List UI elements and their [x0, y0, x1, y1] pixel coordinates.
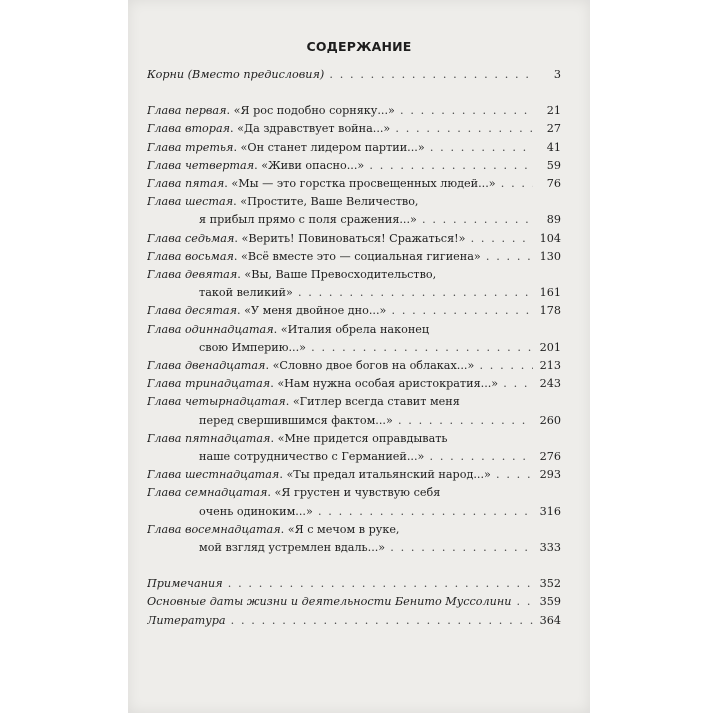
toc-page-number: 104	[539, 231, 561, 245]
toc-entry-appendix[interactable]	[147, 575, 561, 593]
toc-text	[147, 211, 533, 229]
toc-chapter-title-cont: очень одиноким...»	[199, 504, 313, 518]
toc-chapter-title: . «Он станет лидером партии...»	[233, 140, 425, 154]
toc-entry-chapter[interactable]	[147, 157, 561, 175]
toc-chapter-title: . «Живи опасно...»	[254, 158, 365, 172]
toc-label: Глава шестнадцатая	[147, 468, 280, 482]
appendix-list	[147, 575, 561, 630]
toc-text	[147, 139, 533, 157]
toc-text	[147, 484, 561, 502]
toc-text	[147, 412, 533, 430]
dot-leader	[498, 377, 533, 390]
toc-page-number: 213	[539, 359, 561, 373]
toc-text	[147, 266, 561, 284]
toc-chapter-title: . «Италия обрела наконец	[273, 322, 430, 336]
toc-entry-chapter[interactable]	[147, 102, 561, 120]
toc-line	[147, 393, 561, 411]
page-title: СОДЕРЖАНИЕ	[306, 39, 412, 54]
toc-line	[147, 230, 561, 248]
toc-text	[147, 357, 533, 375]
toc-entry-chapter[interactable]	[147, 321, 561, 357]
toc-label: Глава четырнадцатая	[147, 395, 286, 409]
toc-label: Глава четвертая	[147, 158, 255, 172]
dot-leader	[364, 159, 533, 172]
dot-leader	[511, 595, 533, 608]
book-page	[128, 0, 590, 713]
toc-line	[147, 539, 561, 557]
toc-text	[147, 120, 533, 138]
toc-text	[147, 503, 533, 521]
toc-line	[147, 102, 561, 120]
toc-entry-chapter[interactable]	[147, 393, 561, 429]
toc-entry-chapter[interactable]	[147, 466, 561, 484]
toc-label: Глава третья	[147, 140, 234, 154]
toc-entry-chapter[interactable]	[147, 266, 561, 302]
toc-line	[147, 357, 561, 375]
toc-text	[147, 593, 533, 611]
toc-entry-chapter[interactable]	[147, 375, 561, 393]
toc-text	[147, 375, 533, 393]
toc-label: Глава восемнадцатая	[147, 522, 281, 536]
toc-entry-chapter[interactable]	[147, 302, 561, 320]
toc-chapter-title: . «Словно двое богов на облаках...»	[265, 359, 475, 373]
toc-entry-chapter[interactable]	[147, 484, 561, 520]
toc-page-number: 76	[546, 177, 561, 191]
toc-label: Глава восьмая	[147, 249, 234, 263]
dot-leader	[386, 304, 533, 317]
dot-leader	[465, 232, 533, 245]
dot-leader	[226, 614, 533, 627]
toc-line	[147, 521, 561, 539]
dot-leader	[491, 468, 533, 481]
toc-page-number: 333	[539, 541, 561, 555]
toc-chapter-title: . «Я грустен и чувствую себя	[267, 486, 441, 500]
toc-page-number: 352	[539, 577, 561, 591]
toc-entry-chapter[interactable]	[147, 139, 561, 157]
toc-chapter-title-cont: перед свершившимся фактом...»	[199, 413, 393, 427]
toc-entry-appendix[interactable]	[147, 593, 561, 611]
toc-chapter-title: . «У меня двойное дно...»	[237, 304, 387, 318]
toc-line	[147, 412, 561, 430]
dot-leader	[496, 177, 533, 190]
toc-chapter-title-cont: свою Империю...»	[199, 340, 307, 354]
toc-text	[147, 321, 561, 339]
toc-line	[147, 302, 561, 320]
toc-line	[147, 484, 561, 502]
toc-label: Литература	[147, 613, 226, 627]
toc-text	[147, 193, 561, 211]
chapter-list	[147, 102, 561, 557]
toc-entry-chapter[interactable]	[147, 248, 561, 266]
toc-line	[147, 211, 561, 229]
toc-page-number: 260	[539, 413, 561, 427]
toc-text	[147, 448, 533, 466]
toc-line	[147, 175, 561, 193]
toc-chapter-title-cont: мой взгляд устремлен вдаль...»	[199, 541, 386, 555]
toc-label: Глава девятая	[147, 268, 238, 282]
toc-entry-chapter[interactable]	[147, 357, 561, 375]
toc-label: Примечания	[147, 577, 223, 591]
toc-text	[147, 575, 533, 593]
toc-line	[147, 466, 561, 484]
toc-entry-chapter[interactable]	[147, 120, 561, 138]
toc-page-number: 59	[546, 158, 561, 172]
toc-chapter-title: . «Да здравствует война...»	[230, 122, 391, 136]
toc-label: Глава двенадцатая	[147, 359, 266, 373]
toc-text	[147, 230, 533, 248]
toc-text	[147, 157, 533, 175]
toc-text	[147, 521, 561, 539]
toc-text	[147, 284, 533, 302]
toc-chapter-title: . «Гитлер всегда ставит меня	[285, 395, 460, 409]
toc-page-number: 276	[539, 450, 561, 464]
toc-line	[147, 339, 561, 357]
toc-page-number: 243	[539, 377, 561, 391]
toc-label: Глава семнадцатая	[147, 486, 268, 500]
dot-leader	[481, 250, 533, 263]
toc-page-number: 3	[553, 68, 561, 81]
toc-label: Глава первая	[147, 104, 227, 118]
toc-chapter-title: . «Ты предал итальянский народ...»	[279, 468, 491, 482]
toc-page-number: 41	[546, 140, 561, 154]
toc-label: Глава пятнадцатая	[147, 431, 271, 445]
dot-leader	[424, 450, 533, 463]
toc-page-number: 130	[539, 249, 561, 263]
toc-label: Глава пятая	[147, 177, 225, 191]
toc-entry-appendix[interactable]	[147, 612, 561, 630]
toc-label: Глава тринадцатая	[147, 377, 271, 391]
spacer	[147, 84, 561, 102]
dot-leader	[474, 359, 533, 372]
table-of-contents	[147, 66, 561, 630]
toc-chapter-title: . «Простите, Ваше Величество,	[233, 195, 419, 209]
dot-leader	[306, 341, 533, 354]
toc-text	[147, 430, 561, 448]
toc-page-number: 359	[539, 595, 561, 609]
toc-label: Глава седьмая	[147, 231, 235, 245]
toc-chapter-title: . «Вы, Ваше Превосходительство,	[237, 268, 437, 282]
toc-label: Глава вторая	[147, 122, 231, 136]
toc-chapter-title: . «Мне придется оправдывать	[270, 431, 448, 445]
toc-page-number: 89	[546, 213, 561, 227]
toc-chapter-title-cont: такой великий»	[199, 286, 293, 300]
toc-line	[147, 248, 561, 266]
toc-page-number: 201	[539, 340, 561, 354]
toc-label: Основные даты жизни и деятельности Бенито Муссолини	[147, 595, 512, 609]
toc-text	[147, 339, 533, 357]
toc-page-number: 27	[546, 122, 561, 136]
toc-label: Глава шестая	[147, 195, 234, 209]
dot-leader	[293, 286, 533, 299]
dot-leader	[223, 577, 533, 590]
toc-page-number: 21	[546, 104, 561, 118]
toc-text	[147, 302, 533, 320]
dot-leader	[393, 414, 533, 427]
dot-leader	[385, 541, 533, 554]
toc-line	[147, 266, 561, 284]
toc-line	[147, 284, 561, 302]
toc-text	[147, 539, 533, 557]
toc-entry-chapter[interactable]	[147, 521, 561, 557]
toc-chapter-title: . «Верить! Повиноваться! Сражаться!»	[234, 231, 466, 245]
toc-text	[147, 175, 533, 193]
toc-line	[147, 430, 561, 448]
toc-line	[147, 157, 561, 175]
toc-page-number: 293	[539, 468, 561, 482]
dot-leader	[425, 141, 533, 154]
toc-chapter-title: . «Нам нужна особая аристократия...»	[270, 377, 499, 391]
dot-leader	[313, 505, 533, 518]
toc-label: Глава десятая	[147, 304, 238, 318]
toc-text	[147, 102, 533, 120]
toc-label: Глава одиннадцатая	[147, 322, 274, 336]
toc-chapter-title-cont: наше сотрудничество с Германией...»	[199, 450, 425, 464]
toc-entry-chapter[interactable]	[147, 430, 561, 466]
toc-chapter-title: . «Мы — это горстка просвещенных людей...»	[224, 177, 496, 191]
toc-entry-intro[interactable]	[147, 66, 561, 84]
toc-line	[147, 193, 561, 211]
toc-text	[147, 248, 533, 266]
toc-chapter-title: . «Я с мечом в руке,	[280, 522, 400, 536]
toc-chapter-title: . «Я рос подобно сорняку...»	[226, 104, 395, 118]
toc-page-number: 178	[539, 304, 561, 318]
toc-line	[147, 448, 561, 466]
toc-entry-chapter[interactable]	[147, 193, 561, 229]
toc-line	[147, 375, 561, 393]
toc-chapter-title-cont: я прибыл прямо с поля сражения...»	[199, 213, 417, 227]
toc-line	[147, 120, 561, 138]
dot-leader	[417, 213, 533, 226]
toc-page-number: 161	[539, 286, 561, 300]
toc-label: Корни (Вместо предисловия)	[147, 68, 325, 81]
toc-entry-chapter[interactable]	[147, 230, 561, 248]
dot-leader	[390, 122, 533, 135]
toc-text	[147, 466, 533, 484]
toc-entry-chapter[interactable]	[147, 175, 561, 193]
dot-leader	[324, 68, 533, 81]
toc-chapter-title: . «Всё вместе это — социальная гигиена»	[233, 249, 481, 263]
toc-text	[147, 612, 533, 630]
spacer	[147, 557, 561, 575]
toc-page-number: 364	[539, 613, 561, 627]
toc-text	[147, 393, 561, 411]
toc-line	[147, 321, 561, 339]
toc-page-number: 316	[539, 504, 561, 518]
toc-line	[147, 139, 561, 157]
dot-leader	[395, 104, 533, 117]
toc-line	[147, 503, 561, 521]
